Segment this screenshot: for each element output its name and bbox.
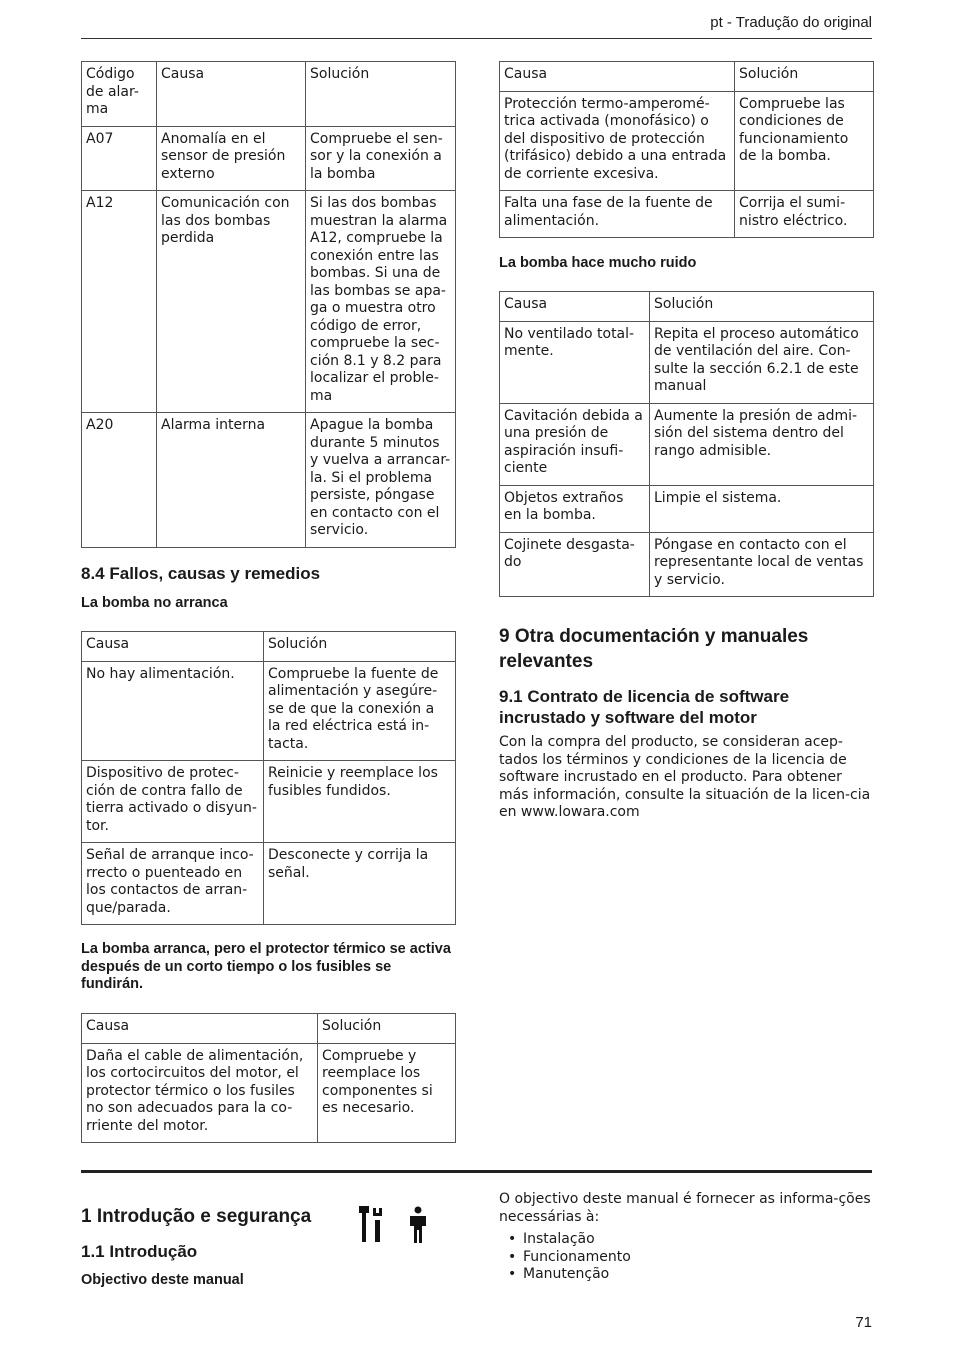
table-cell: Apague la bomba durante 5 minutos y vuelva a arrancar-la. Si el problema persiste, póngase en contacto con el servicio. [306,413,456,548]
table-cell: Comunicación con las dos bombas perdida [157,191,306,413]
table-row [82,126,456,191]
table-cell: Repita el proceso automático de ventilación del aire. Con-sulte la sección 6.2.1 de este manual [650,321,874,403]
table-row [500,91,874,191]
column-header: Código de alar-ma [82,62,157,127]
column-header: Causa [157,62,306,127]
intro-bullet-list [499,1231,631,1284]
table-cell: No ventilado total-mente. [500,321,650,403]
table-cell: Alarma interna [157,413,306,548]
column-header: Causa [500,62,735,92]
alarm-code-table [81,61,456,548]
subheading-no-start: La bomba no arranca [81,595,228,611]
column-header: Causa [82,1014,318,1044]
table-row [82,191,456,413]
column-header: Solución [264,632,456,662]
table-cell: Compruebe el sen-sor y la conexión a la bomba [306,126,456,191]
list-item: • Instalação [499,1231,631,1249]
section-heading-9: 9 Otra documentación y manuales relevantes [499,626,809,672]
table-row [82,413,456,548]
table-cell: Corrija el sumi-nistro eléctrico. [735,191,874,238]
table-cell: Desconecte y corrija la señal. [264,843,456,925]
column-header: Solución [318,1014,456,1044]
list-item: • Funcionamento [499,1249,631,1267]
table-row [500,532,874,597]
table-cell: Limpie el sistema. [650,485,874,532]
table-row [500,403,874,485]
table-header-row [500,292,874,322]
table-cell: Protección termo-amperomé-trica activada (monofásico) o del dispositivo de protección (trifásico) debido a una entrada de corriente excesiva. [500,91,735,191]
table-cell: Si las dos bombas muestran la alarma A12, compruebe la conexión entre las bombas. Si una de las bombas se apa-ga o muestra otro código de error, compruebe la sec-ción 8.1 y 8.2 para localizar el proble-ma [306,191,456,413]
table-row [82,843,456,925]
table-row [500,191,874,238]
table-cell: Compruebe las condiciones de funcionamiento de la bomba. [735,91,874,191]
table-cell: A20 [82,413,157,548]
header-rule [81,38,872,39]
table-cell: A12 [82,191,157,413]
table-cell: Anomalía en el sensor de presión externo [157,126,306,191]
page-number: 71 [855,1314,872,1331]
section-heading-9-1: 9.1 Contrato de licencia de software incrustado y software del motor [499,687,790,727]
subheading-manual-objective: Objectivo deste manual [81,1272,244,1288]
table-cell: Compruebe y reemplace los componentes si es necesario. [318,1043,456,1143]
table-row [82,661,456,761]
section-separator [81,1170,872,1173]
table-row [82,761,456,843]
table-cell: Falta una fase de la fuente de alimentación. [500,191,735,238]
person-icon [406,1206,430,1244]
table-cell: A07 [82,126,157,191]
table-cell: Daña el cable de alimentación, los cortocircuitos del motor, el protector térmico o los fusiles no son adecuados para la co-rriente del motor. [82,1043,318,1143]
list-item: • Manutenção [499,1266,631,1284]
subheading-noise: La bomba hace mucho ruido [499,255,697,271]
table-cell: Cojinete desgasta-do [500,532,650,597]
table-row [500,485,874,532]
thermal-table [81,1013,456,1143]
table-header-row [82,1014,456,1044]
noise-table [499,291,874,597]
column-header: Solución [306,62,456,127]
table-header-row [500,62,874,92]
section-heading-1: 1 Introdução e segurança [81,1206,312,1227]
column-header: Solución [735,62,874,92]
table-cell: Aumente la presión de admi-sión del sistema dentro del rango admisible. [650,403,874,485]
section-heading-1-1: 1.1 Introdução [81,1242,198,1261]
table-cell: Reinicie y reemplace los fusibles fundidos. [264,761,456,843]
table-row [82,1043,456,1143]
tools-icon [358,1206,388,1244]
no-start-table [81,631,456,925]
table-cell: Cavitación debida a una presión de aspiración insufi-ciente [500,403,650,485]
license-paragraph: Con la compra del producto, se consideran acep-tados los términos y condiciones de la licencia de software incrustado en el producto. Para obtener más información, consulte la situación de la licen-cia en www.lowara.com [499,734,871,820]
column-header: Causa [82,632,264,662]
table-cell: Póngase en contacto con el representante local de ventas y servicio. [650,532,874,597]
subheading-thermal: La bomba arranca, pero el protector térmico se activa después de un corto tiempo o los fusibles se fundirán. [81,941,451,992]
table-cell: Objetos extraños en la bomba. [500,485,650,532]
intro-paragraph: O objectivo deste manual é fornecer as informa-ções necessárias à: [499,1191,871,1225]
table-cell: No hay alimentación. [82,661,264,761]
section-heading-8-4: 8.4 Fallos, causas y remedios [81,564,321,583]
table-cell: Dispositivo de protec-ción de contra fallo de tierra activado o disyun-tor. [82,761,264,843]
table-cell: Compruebe la fuente de alimentación y asegúre-se de que la conexión a la red eléctrica está in-tacta. [264,661,456,761]
table-header-row [82,62,456,127]
table-row [500,321,874,403]
column-header: Solución [650,292,874,322]
table-header-row [82,632,456,662]
running-header: pt - Tradução do original [710,14,872,31]
thermal-continued-table [499,61,874,238]
column-header: Causa [500,292,650,322]
table-cell: Señal de arranque inco-rrecto o puenteado en los contactos de arran-que/parada. [82,843,264,925]
